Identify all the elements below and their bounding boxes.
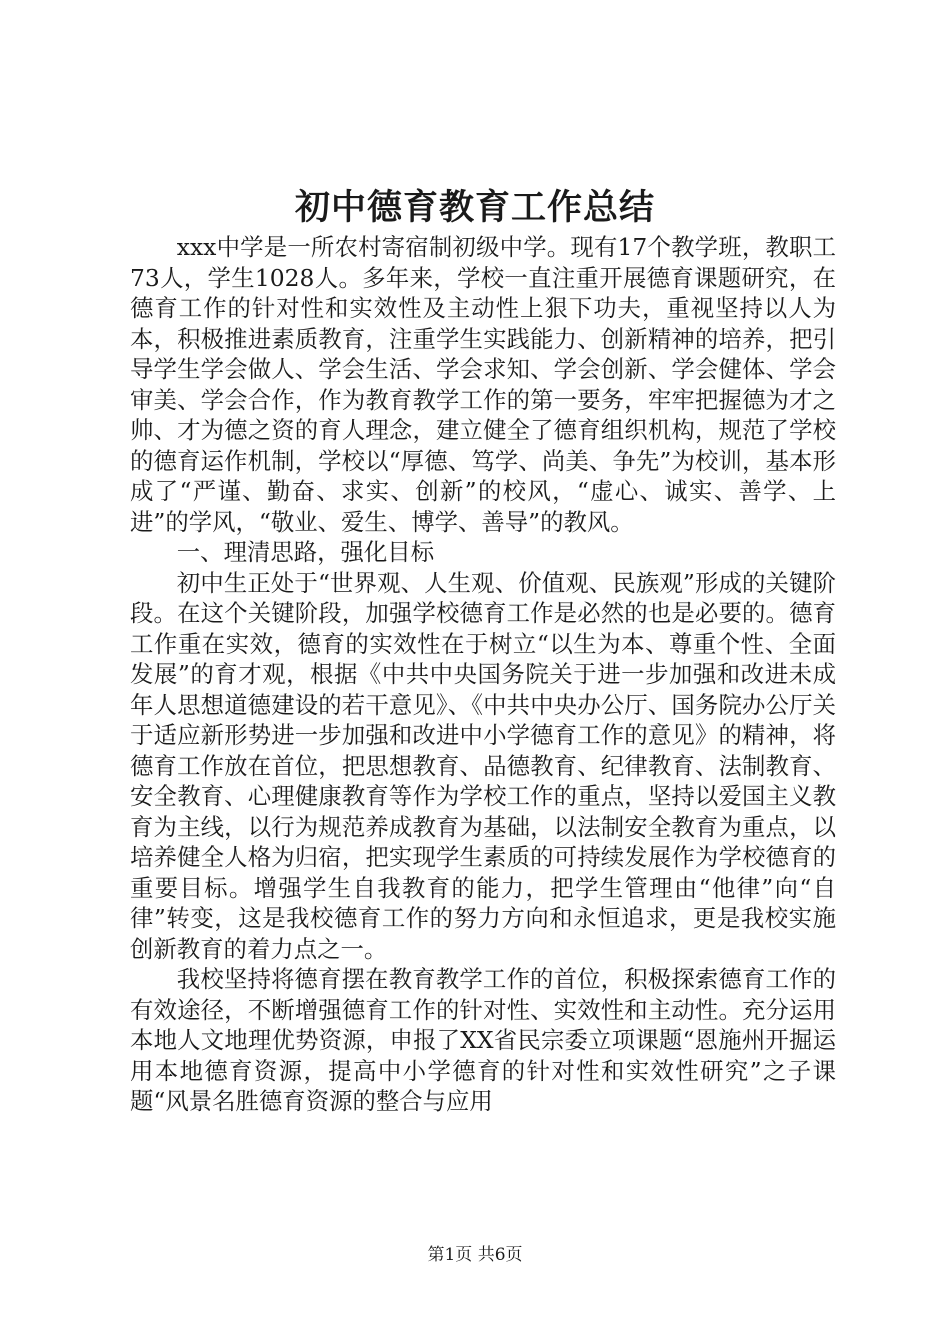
document-body [130, 232, 836, 1117]
paragraph-section-1-continued: 我校坚持将德育摆在教育教学工作的首位，积极探索德育工作的有效途径，不断增强德育工作的针对性、实效性和主动性。充分运用本地人文地理优势资源，申报了XX省民宗委立项课题“恩施州开掘运用本地德育资源，提高中小学德育的针对性和实效性研究”之子课题“风景名胜德育资源的整合与应用 [130, 965, 836, 1115]
paragraph-section-1: 初中生正处于“世界观、人生观、价值观、民族观”形成的关键阶段。在这个关键阶段，加强学校德育工作是必然的也是必要的。德育工作重在实效，德育的实效性在于树立“以生为本、尊重个性、全面发展”的育才观，根据《中共中央国务院关于进一步加强和改进未成年人思想道德建设的若干意见》、《中共中央办公厅、国务院办公厅关于适应新形势进一步加强和改进中小学德育工作的意见》的精神，将德育工作放在首位，把思想教育、品德教育、纪律教育、法制教育、安全教育、心理健康教育等作为学校工作的重点，坚持以爱国主义教育为主线，以行为规范养成教育为基础，以法制安全教育为重点，以培养健全人格为归宿，把实现学生素质的可持续发展作为学校德育的重要目标。增强学生自我教育的能力，把学生管理由“他律”向“自律”转变，这是我校德育工作的努力方向和永恒追求，更是我校实施创新教育的着力点之一。 [130, 568, 836, 963]
paragraph-intro: xxx中学是一所农村寄宿制初级中学。现有17个教学班，教职工73人，学生1028人。多年来，学校一直注重开展德育课题研究，在德育工作的针对性和实效性及主动性上狠下功夫，重视坚持以人为本，积极推进素质教育，注重学生实践能力、创新精神的培养，把引导学生学会做人、学会生活、学会求知、学会创新、学会健体、学会审美、学会合作，作为教育教学工作的第一要务，牢牢把握德为才之帅、才为德之资的育人理念，建立健全了德育组织机构，规范了学校的德育运作机制，学校以“厚德、笃学、尚美、争先”为校训，基本形成了“严谨、勤奋、求实、创新”的校风，“虚心、诚实、善学、上进”的学风，“敬业、爱生、博学、善导”的教风。 [130, 233, 836, 536]
page-number-footer: 第1页 共6页 [427, 1245, 523, 1265]
page-title: 初中德育教育工作总结 [294, 187, 655, 228]
section-heading-1: 一、理清思路，强化目标 [176, 538, 435, 566]
